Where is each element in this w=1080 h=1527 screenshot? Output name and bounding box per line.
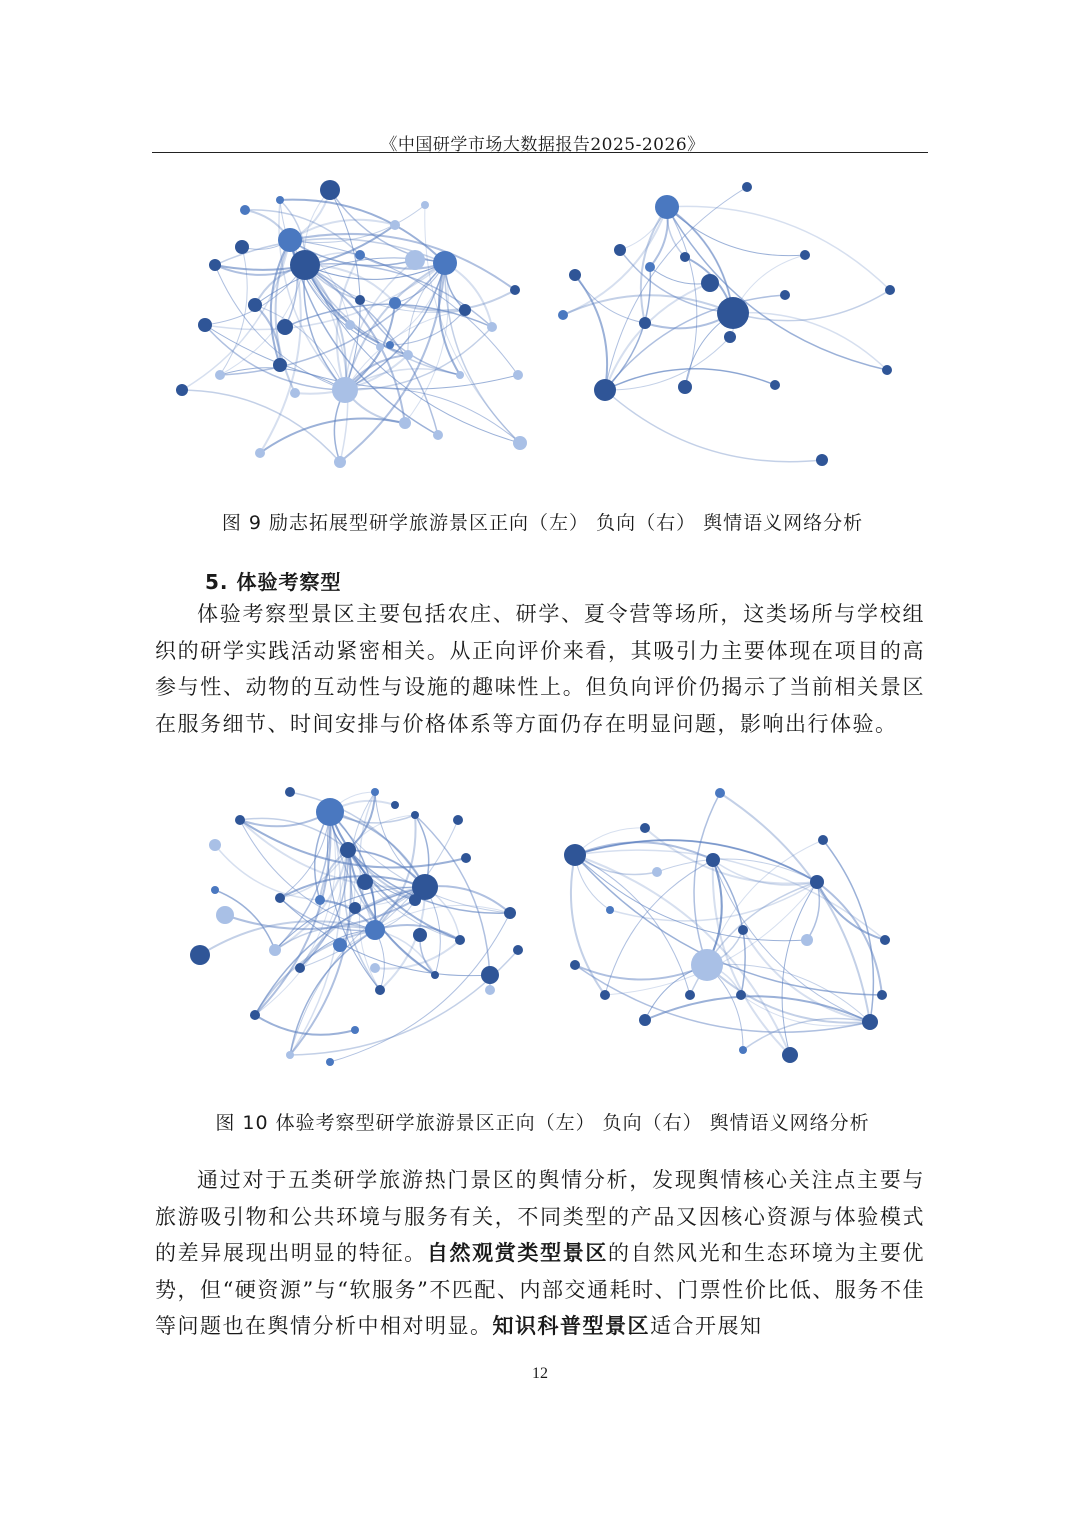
- fig10-left-node: [216, 906, 234, 924]
- fig9-left-edge: [340, 263, 445, 462]
- fig9-left-node: [176, 384, 188, 396]
- page-header: 《中国研学市场大数据报告2025-2026》: [380, 135, 705, 155]
- fig9-right-edge: [667, 207, 805, 256]
- fig10-left-node: [375, 985, 385, 995]
- fig9-right-node: [717, 297, 749, 329]
- fig9-right-node: [594, 379, 616, 401]
- fig10-left-node: [269, 944, 281, 956]
- fig10-left-node: [453, 815, 463, 825]
- fig10-right-edge: [575, 842, 713, 860]
- fig10-left-node: [411, 811, 419, 819]
- summary-bold-science: 知识科普型景区: [492, 1313, 650, 1338]
- fig10-right-node: [685, 990, 695, 1000]
- header-rule: [152, 152, 928, 153]
- fig10-left-node: [326, 1058, 334, 1066]
- summary-text-2: 的自然风光和生态环境为主要优势，但“硬资源”与“软服务”不匹配、内部交通耗时、门票性价比低、服务不佳等问题也在舆情分析中相对明显。: [155, 1241, 926, 1338]
- fig10-left-node: [370, 963, 380, 973]
- fig9-left-node: [277, 319, 293, 335]
- fig9-left-node: [290, 250, 320, 280]
- fig9-left-node: [389, 297, 401, 309]
- fig10-right-edge: [645, 828, 817, 884]
- fig9-left-node: [209, 259, 221, 271]
- fig10-right-node: [801, 934, 813, 946]
- fig10-left-edge: [375, 940, 460, 969]
- fig10-left-node: [481, 966, 499, 984]
- fig9-left-edge: [390, 310, 465, 345]
- fig9-right-node: [655, 195, 679, 219]
- fig9-right-node: [885, 285, 895, 295]
- fig10-left-node: [371, 788, 379, 796]
- fig10-left-node: [349, 902, 361, 914]
- fig9-left-node: [399, 417, 411, 429]
- fig10-right-node: [739, 1046, 747, 1054]
- paragraph-summary: [155, 1162, 925, 1345]
- fig9-left-node: [332, 377, 358, 403]
- fig10-left-node: [413, 928, 427, 942]
- fig10-right-node: [564, 844, 586, 866]
- page-number: 12: [532, 1365, 548, 1382]
- fig9-left-node: [390, 220, 400, 230]
- fig10-left-edge: [425, 886, 510, 913]
- fig10-left-node: [513, 945, 523, 955]
- section-heading: 5. 体验考察型: [205, 570, 342, 594]
- fig9-right-node: [639, 317, 651, 329]
- fig10-left-edge: [255, 850, 348, 1015]
- fig10-left-edge: [255, 1015, 355, 1035]
- fig10-right-node: [640, 823, 650, 833]
- fig9-left-edge: [260, 419, 405, 453]
- fig10-right-edge: [694, 793, 720, 965]
- fig10-left-node: [351, 1026, 359, 1034]
- fig9-right-edge: [650, 267, 710, 284]
- fig9-left-node: [405, 250, 425, 270]
- fig9-left-node: [355, 295, 365, 305]
- fig10-right-node: [736, 990, 746, 1000]
- fig9-left-node: [278, 228, 302, 252]
- fig10-right-node: [639, 1014, 651, 1026]
- fig10-right-node: [880, 935, 890, 945]
- fig10-left-node: [365, 920, 385, 940]
- summary-text-1: 通过对于五类研学旅游热门景区的舆情分析，发现舆情核心关注点主要与旅游吸引物和公共环境与服务有关，不同类型的产品又因核心资源与体验模式的差异展现出明显的特征。: [155, 1168, 925, 1265]
- fig9-left-node: [376, 343, 384, 351]
- figure-9-left-network: [170, 175, 540, 475]
- fig10-left-node: [316, 798, 344, 826]
- fig10-left-node: [190, 945, 210, 965]
- fig10-left-node: [340, 842, 356, 858]
- fig9-right-node: [724, 331, 736, 343]
- fig10-left-node: [333, 938, 347, 952]
- fig9-left-node: [215, 370, 225, 380]
- fig10-left-node: [455, 935, 465, 945]
- fig9-left-node: [320, 180, 340, 200]
- fig9-left-node: [273, 358, 287, 372]
- fig9-left-node: [386, 341, 394, 349]
- fig10-right-node: [570, 960, 580, 970]
- fig9-left-node: [255, 448, 265, 458]
- fig10-right-node: [691, 949, 723, 981]
- fig9-right-edge: [575, 275, 607, 390]
- fig10-right-node: [606, 906, 614, 914]
- fig9-left-edge: [271, 240, 290, 365]
- paragraph-experience-type: 体验考察型景区主要包括农庄、研学、夏令营等场所，这类场所与学校组织的研学实践活动紧密相关。从正向评价来看，其吸引力主要体现在项目的高参与性、动物的互动性与设施的趣味性上。但负向评价仍揭示了当前相关景区在服务细节、时间安排与价格体系等方面仍存在明显问题，影响出行体验。: [155, 602, 925, 736]
- fig10-right-edge: [575, 850, 885, 940]
- fig9-left-node: [355, 250, 365, 260]
- fig9-left-node: [456, 371, 464, 379]
- fig9-right-node: [882, 365, 892, 375]
- fig9-left-node: [198, 318, 212, 332]
- fig10-right-node: [877, 990, 887, 1000]
- fig9-right-node: [558, 310, 568, 320]
- fig9-left-node: [334, 456, 346, 468]
- fig10-left-node: [357, 874, 373, 890]
- fig9-right-node: [816, 454, 828, 466]
- fig9-right-edge: [667, 206, 890, 290]
- fig9-left-node: [240, 205, 250, 215]
- fig10-left-node: [431, 971, 439, 979]
- fig9-left-node: [459, 304, 471, 316]
- fig9-left-node: [235, 240, 249, 254]
- fig9-right-node: [780, 290, 790, 300]
- fig10-right-node: [818, 835, 828, 845]
- fig10-right-node: [810, 875, 824, 889]
- fig9-left-node: [276, 196, 284, 204]
- figure-10-caption: 图 10 体验考察型研学旅游景区正向（左） 负向（右） 舆情语义网络分析: [215, 1112, 870, 1134]
- fig9-left-node: [345, 320, 355, 330]
- fig9-right-edge: [733, 290, 890, 321]
- fig10-left-node: [295, 963, 305, 973]
- fig9-right-node: [569, 269, 581, 281]
- fig10-left-node: [250, 1010, 260, 1020]
- fig10-left-node: [409, 894, 421, 906]
- fig9-left-node: [513, 436, 527, 450]
- fig9-right-node: [770, 380, 780, 390]
- figure-10-right-network: [545, 780, 905, 1070]
- fig9-right-node: [614, 244, 626, 256]
- fig9-left-node: [433, 251, 457, 275]
- fig10-right-node: [715, 788, 725, 798]
- fig10-right-node: [862, 1014, 878, 1030]
- fig9-right-node: [800, 250, 810, 260]
- fig9-right-node: [742, 182, 752, 192]
- fig10-left-node: [275, 893, 285, 903]
- fig10-right-edge: [575, 855, 790, 1055]
- fig10-left-node: [286, 1051, 294, 1059]
- fig10-left-node: [461, 853, 471, 863]
- fig10-right-node: [738, 925, 748, 935]
- fig9-left-node: [290, 388, 300, 398]
- fig10-left-node: [504, 907, 516, 919]
- fig9-right-node: [645, 262, 655, 272]
- fig9-left-node: [433, 430, 443, 440]
- fig10-left-node: [209, 839, 221, 851]
- fig10-right-node: [782, 1047, 798, 1063]
- fig9-left-node: [487, 322, 497, 332]
- fig10-left-node: [285, 787, 295, 797]
- figure-10-left-network: [170, 780, 540, 1070]
- fig10-left-edge: [240, 820, 425, 888]
- fig9-right-edge: [605, 187, 747, 390]
- summary-bold-natural: 自然观赏类型景区: [426, 1240, 609, 1265]
- fig10-left-node: [485, 985, 495, 995]
- fig9-left-edge: [425, 205, 520, 443]
- fig9-right-edge: [605, 283, 710, 390]
- fig9-right-node: [680, 252, 690, 262]
- fig9-right-edge: [733, 313, 887, 370]
- fig9-left-node: [510, 285, 520, 295]
- fig10-right-node: [706, 853, 720, 867]
- fig10-left-node: [211, 886, 219, 894]
- fig9-right-node: [678, 380, 692, 394]
- fig9-right-node: [701, 274, 719, 292]
- fig9-left-node: [248, 298, 262, 312]
- figure-9-right-network: [555, 175, 915, 475]
- fig10-right-node: [600, 990, 610, 1000]
- fig9-left-node: [403, 350, 413, 360]
- fig9-left-node: [421, 201, 429, 209]
- fig9-left-node: [513, 370, 523, 380]
- fig10-left-node: [235, 815, 245, 825]
- fig10-right-edge: [782, 882, 817, 1055]
- fig9-right-edge: [605, 390, 822, 462]
- summary-text-3: 适合开展知: [650, 1314, 763, 1338]
- fig10-left-node: [315, 895, 325, 905]
- fig10-right-node: [652, 867, 662, 877]
- figure-9-caption: 图 9 励志拓展型研学旅游景区正向（左） 负向（右） 舆情语义网络分析: [221, 512, 864, 534]
- fig10-left-node: [391, 801, 399, 809]
